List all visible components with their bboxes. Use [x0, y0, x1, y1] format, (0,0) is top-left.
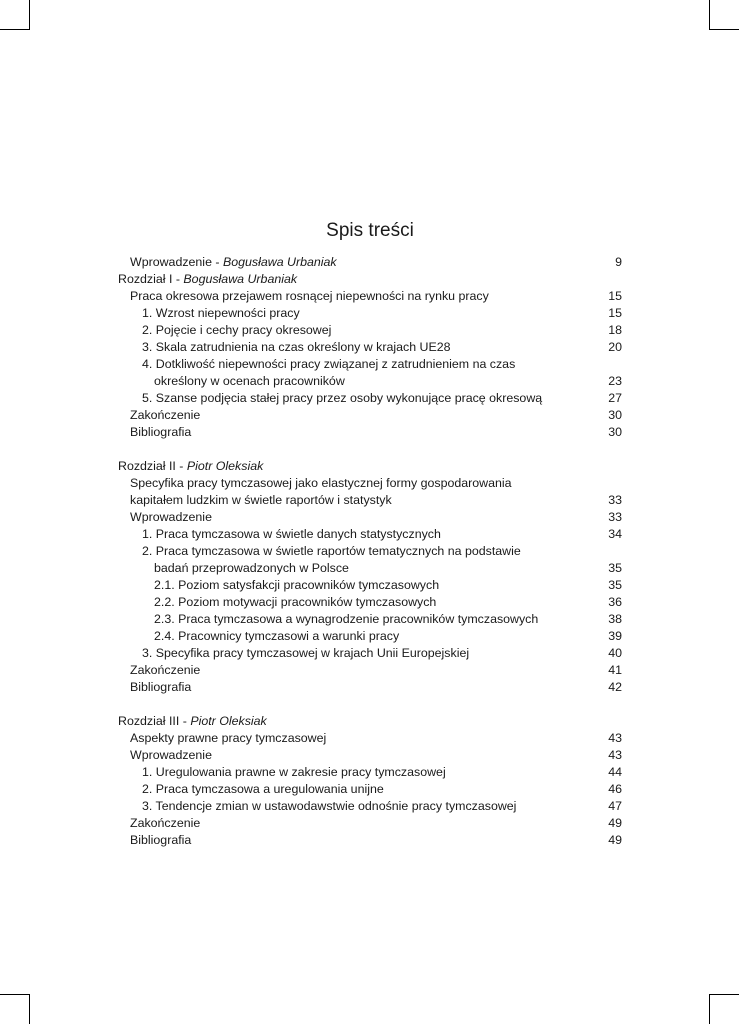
entry-text: 2. Praca tymczasowa a uregulowania unijne	[142, 782, 384, 796]
entry-text: 4. Dotkliwość niepewności pracy związanej z zatrudnieniem na czas	[142, 357, 516, 371]
page-number: 23	[608, 374, 622, 388]
page-number: 40	[608, 646, 622, 660]
crop-mark	[709, 994, 710, 1024]
page-number: 35	[608, 578, 622, 592]
page-number: 39	[608, 629, 622, 643]
entry-text: 2.1. Poziom satysfakcji pracowników tymczasowych	[154, 578, 440, 592]
entry-text: kapitałem ludzkim w świetle raportów i statystyk	[130, 493, 392, 507]
toc-entry-intro	[118, 254, 622, 271]
chapter-label: Rozdział III -	[118, 714, 191, 728]
page-number: 30	[608, 425, 622, 439]
chapter-author: Piotr Oleksiak	[190, 714, 267, 728]
toc-entry	[118, 373, 622, 390]
page-number: 41	[608, 663, 622, 677]
page-number: 15	[608, 306, 622, 320]
entry-text: 1. Wzrost niepewności pracy	[142, 306, 300, 320]
entry-text: Zakończenie	[130, 816, 201, 830]
page-number: 46	[608, 782, 622, 796]
page-number: 33	[608, 510, 622, 524]
page-number: 43	[608, 731, 622, 745]
entry-text: Bibliografia	[130, 680, 192, 694]
entry-text: określony w ocenach pracowników	[154, 374, 345, 388]
page-number: 27	[608, 391, 622, 405]
entry-author: Bogusława Urbaniak	[222, 255, 337, 269]
page-number: 20	[608, 340, 622, 354]
toc-entry	[118, 594, 622, 611]
chapter-heading	[118, 713, 622, 730]
page-number: 35	[608, 561, 622, 575]
page-number: 43	[608, 748, 622, 762]
chapter-author: Bogusława Urbaniak	[183, 272, 298, 286]
toc-entry	[118, 526, 622, 543]
page-number: 47	[608, 799, 622, 813]
toc-entry	[118, 339, 622, 356]
page-number: 9	[615, 255, 622, 269]
table-of-contents	[118, 220, 622, 849]
page-number: 30	[608, 408, 622, 422]
page-title: Spis treści	[326, 220, 414, 241]
entry-text: Bibliografia	[130, 833, 192, 847]
page-number: 49	[608, 833, 622, 847]
toc-entry	[118, 424, 622, 441]
entry-text: 2.3. Praca tymczasowa a wynagrodzenie pracowników tymczasowych	[154, 612, 539, 626]
page-number: 49	[608, 816, 622, 830]
toc-entry	[118, 645, 622, 662]
toc-entry	[118, 390, 622, 407]
entry-text: Zakończenie	[130, 408, 201, 422]
page-number: 33	[608, 493, 622, 507]
entry-text: 3. Specyfika pracy tymczasowej w krajach Unii Europejskiej	[142, 646, 470, 660]
chapter-author: Piotr Oleksiak	[186, 459, 264, 473]
toc-entry	[118, 492, 622, 509]
toc-entry	[118, 815, 622, 832]
toc-entry	[118, 662, 622, 679]
page-number: 34	[608, 527, 622, 541]
entry-text: Bibliografia	[130, 425, 192, 439]
entry-text: 2.2. Poziom motywacji pracowników tymczasowych	[154, 595, 437, 609]
chapter-label: Rozdział I -	[118, 272, 184, 286]
chapter-label: Rozdział II -	[118, 459, 187, 473]
page-number: 38	[608, 612, 622, 626]
toc-entry	[118, 679, 622, 696]
toc-entry	[118, 747, 622, 764]
toc-entry	[118, 730, 622, 747]
crop-mark	[0, 29, 30, 30]
toc-entry	[118, 577, 622, 594]
entry-text: Zakończenie	[130, 663, 201, 677]
entry-text: badań przeprowadzonych w Polsce	[154, 561, 349, 575]
entry-text: Praca okresowa przejawem rosnącej niepewności na rynku pracy	[130, 289, 489, 303]
toc-entry	[118, 764, 622, 781]
chapter-heading	[118, 458, 622, 475]
entry-text: 2.4. Pracownicy tymczasowi a warunki pracy	[154, 629, 400, 643]
chapter-heading	[118, 271, 622, 288]
entry-text: 3. Skala zatrudnienia na czas określony w krajach UE28	[142, 340, 451, 354]
toc-entry	[118, 543, 622, 560]
crop-mark	[29, 994, 30, 1024]
entry-text: Wprowadzenie	[130, 748, 212, 762]
toc-entry	[118, 356, 622, 373]
entry-text: Wprowadzenie -	[130, 255, 223, 269]
toc-entry	[118, 560, 622, 577]
entry-text: 1. Uregulowania prawne w zakresie pracy tymczasowej	[142, 765, 446, 779]
entry-text: Specyfika pracy tymczasowej jako elastycznej formy gospodarowania	[130, 476, 512, 490]
toc-entry	[118, 475, 622, 492]
toc-entry	[118, 288, 622, 305]
crop-mark	[0, 994, 30, 995]
page-number: 36	[608, 595, 622, 609]
entry-text: 5. Szanse podjęcia stałej pracy przez osoby wykonujące pracę okresową	[142, 391, 543, 405]
crop-mark	[709, 0, 710, 30]
crop-mark	[709, 29, 739, 30]
crop-mark	[29, 0, 30, 30]
entry-text: 1. Praca tymczasowa w świetle danych statystycznych	[142, 527, 441, 541]
toc-entry	[118, 305, 622, 322]
entry-text: 2. Praca tymczasowa w świetle raportów tematycznych na podstawie	[142, 544, 521, 558]
toc-entry	[118, 832, 622, 849]
toc-entry	[118, 611, 622, 628]
toc-entry	[118, 322, 622, 339]
page-number: 44	[608, 765, 622, 779]
entry-text: 3. Tendencje zmian w ustawodawstwie odnośnie pracy tymczasowej	[142, 799, 517, 813]
page-number: 15	[608, 289, 622, 303]
page-number: 42	[608, 680, 622, 694]
entry-text: Wprowadzenie	[130, 510, 212, 524]
toc-entry	[118, 781, 622, 798]
page-number: 18	[608, 323, 622, 337]
toc-entry	[118, 509, 622, 526]
toc-entry	[118, 628, 622, 645]
entry-text: 2. Pojęcie i cechy pracy okresowej	[142, 323, 332, 337]
toc-entry	[118, 798, 622, 815]
toc-entry	[118, 407, 622, 424]
crop-mark	[709, 994, 739, 995]
entry-text: Aspekty prawne pracy tymczasowej	[130, 731, 327, 745]
